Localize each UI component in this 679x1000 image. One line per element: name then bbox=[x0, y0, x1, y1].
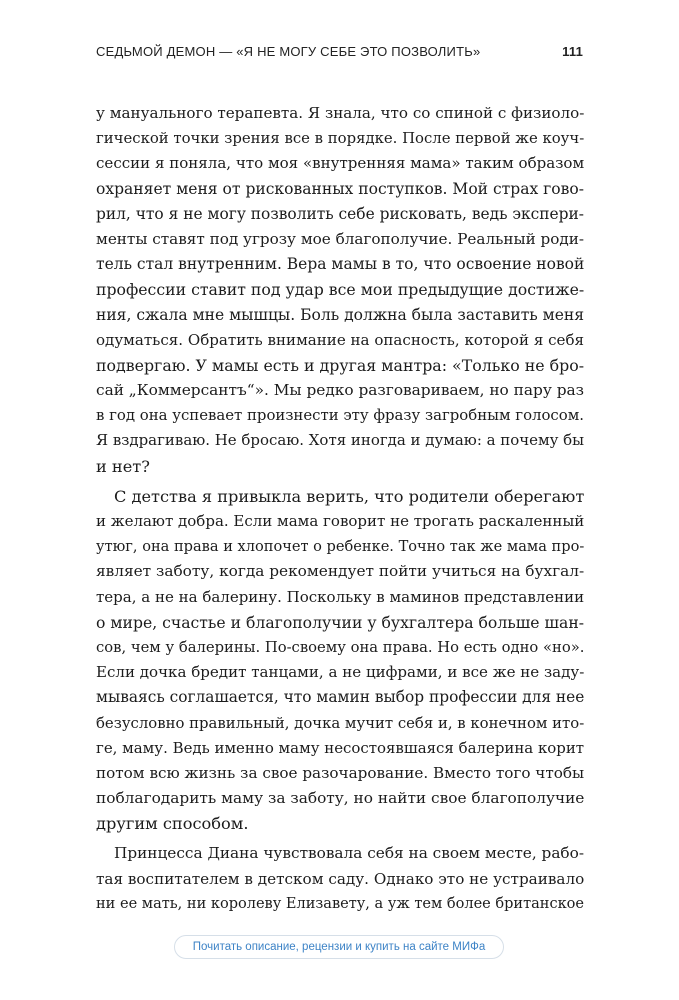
text-line: безусловно правильный, дочка мучит себя и, в конечном ито- bbox=[96, 713, 585, 732]
text-line: Я вздрагиваю. Не бросаю. Хотя иногда и думаю: а почему бы bbox=[96, 431, 585, 450]
text-line: ния, сжала мне мышцы. Боль должна была заставить меня bbox=[96, 305, 585, 324]
text-line: тая воспитателем в детском саду. Однако это не устраивало bbox=[96, 869, 585, 888]
text-line: и нет? bbox=[96, 456, 150, 476]
paragraph-2 bbox=[96, 484, 584, 837]
text-line: подвергаю. У мамы есть и другая мантра: «Только не бро- bbox=[96, 355, 585, 375]
text-line: у мануального терапевта. Я знала, что со спиной с физиоло- bbox=[96, 104, 585, 122]
text-line: гической точки зрения все в порядке. После первой же коуч- bbox=[96, 129, 585, 148]
text-line: рил, что я не могу позволить себе рисковать, ведь экспери- bbox=[96, 204, 584, 223]
text-line: охраняет меня от рискованных поступков. Мой страх гово- bbox=[96, 179, 584, 198]
page-number: 111 bbox=[562, 44, 583, 59]
text-line: профессии ставит под удар все мои предыдущие достиже- bbox=[96, 280, 585, 300]
text-line: другим способом. bbox=[96, 814, 249, 834]
text-line: мываясь соглашается, что мамин выбор профессии для нее bbox=[96, 688, 585, 707]
text-line: поблагодарить маму за заботу, но найти свое благополучие bbox=[96, 789, 585, 808]
text-line: Если дочка бредит танцами, а не цифрами, и все же не заду- bbox=[96, 663, 585, 682]
text-line: утюг, она права и хлопочет о ребенке. Точно так же мама про- bbox=[96, 538, 585, 556]
text-line: сов, чем у балерины. По-своему она права. Но есть одно «но». bbox=[96, 638, 585, 656]
paragraph-1 bbox=[96, 101, 584, 479]
running-title: СЕДЬМОЙ ДЕМОН — «Я НЕ МОГУ СЕБЕ ЭТО ПОЗВОЛИТЬ» bbox=[96, 44, 481, 59]
text-line: менты ставят под угрозу мое благополучие. Реальный роди- bbox=[96, 229, 585, 248]
text-line: С детства я привыкла верить, что родители оберегают bbox=[114, 486, 585, 506]
text-line: Принцесса Диана чувствовала себя на своем месте, рабо- bbox=[114, 844, 584, 863]
text-line: о мире, счастье и благополучии у бухгалтера больше шан- bbox=[96, 612, 585, 632]
text-line: потом всю жизнь за свое разочарование. Вместо того чтобы bbox=[96, 763, 585, 782]
text-line: ге, маму. Ведь именно маму несостоявшаяся балерина корит bbox=[96, 738, 585, 757]
text-line: сай „Коммерсантъ“». Мы редко разговариваем, но пару раз bbox=[96, 381, 585, 400]
text-line: сессии я поняла, что моя «внутренняя мама» таким образом bbox=[96, 154, 585, 173]
body-text bbox=[96, 101, 584, 922]
text-line: являет заботу, когда рекомендует пойти учиться на бухгал- bbox=[96, 562, 585, 581]
text-line: одуматься. Обратить внимание на опасность, которой я себя bbox=[96, 330, 584, 349]
text-line: ни ее мать, ни королеву Елизавету, а уж тем более британское bbox=[96, 895, 584, 912]
text-line: в год она успевает произнести эту фразу загробным голосом. bbox=[96, 406, 585, 425]
text-line: и желают добра. Если мама говорит не трогать раскаленный bbox=[96, 512, 585, 530]
text-line: тель стал внутренним. Вера мамы в то, что освоение новой bbox=[96, 255, 585, 274]
text-line: тера, а не на балерину. Поскольку в маминов представлении bbox=[96, 587, 585, 606]
paragraph-3 bbox=[96, 841, 584, 917]
running-header bbox=[96, 44, 583, 59]
buy-on-mif-link[interactable]: Почитать описание, рецензии и купить на сайте МИФа bbox=[174, 935, 504, 959]
